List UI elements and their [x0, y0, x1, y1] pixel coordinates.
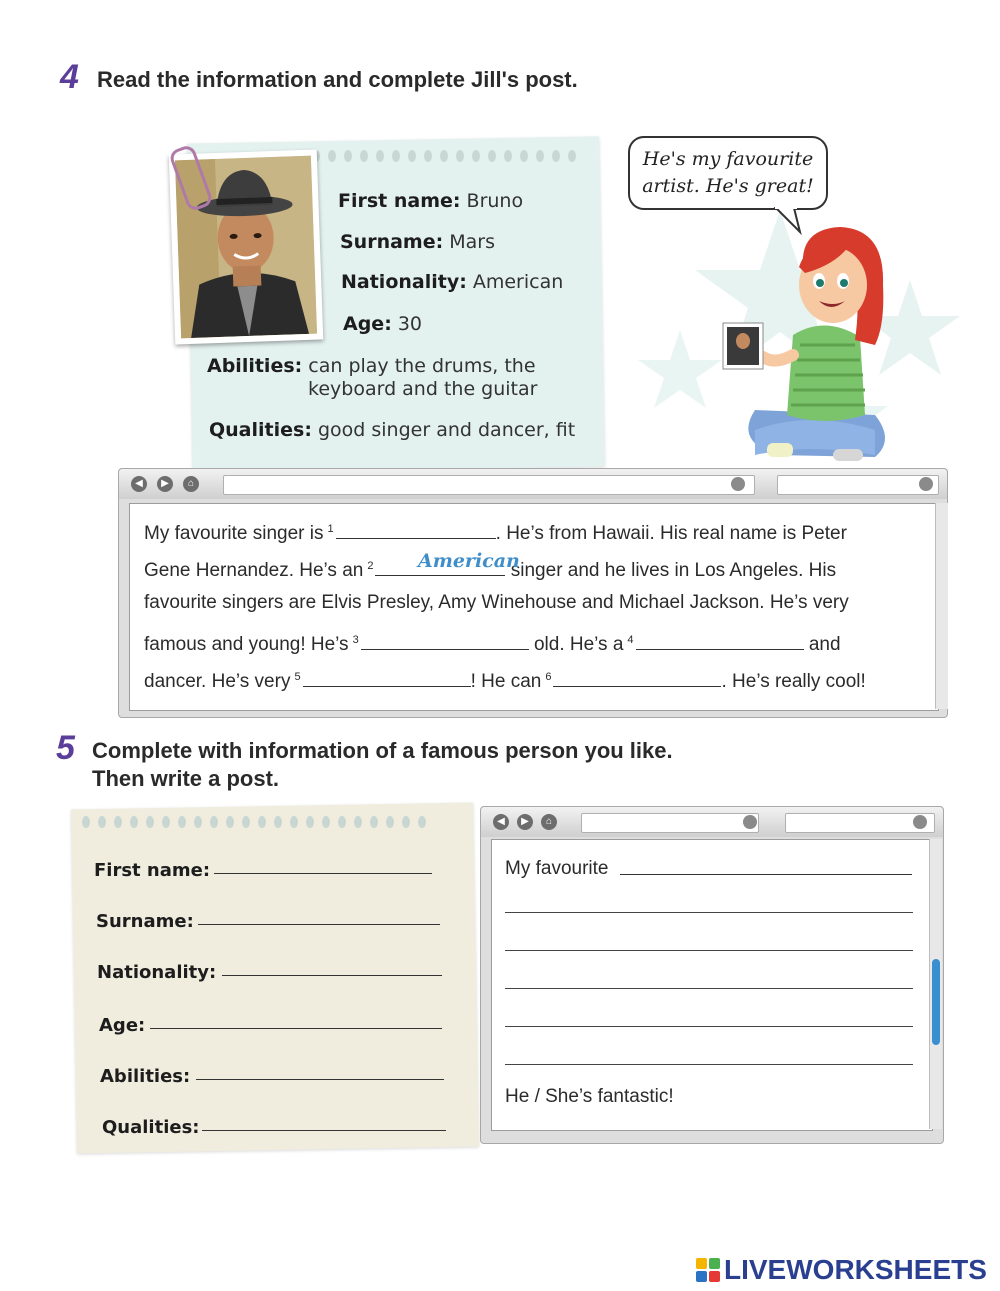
- back-icon[interactable]: ◀: [131, 476, 147, 492]
- speech-line-2: artist. He's great!: [642, 175, 814, 197]
- blank-5[interactable]: [303, 666, 471, 687]
- info-card-holes: [82, 816, 462, 830]
- home-icon[interactable]: ⌂: [183, 476, 199, 492]
- field-first-name-line[interactable]: [214, 873, 432, 874]
- search-icon[interactable]: [913, 815, 927, 829]
- scrollbar[interactable]: [935, 503, 948, 709]
- field-abilities-line[interactable]: [196, 1079, 444, 1080]
- write-line-2[interactable]: [505, 950, 913, 951]
- blank-4[interactable]: [636, 629, 804, 650]
- exercise-4-instruction: Read the information and complete Jill's post.: [97, 67, 578, 92]
- field-abilities-label: Abilities:: [100, 1066, 191, 1087]
- logo-text: LIVEWORKSHEETS: [724, 1254, 987, 1285]
- field-qualities-label: Qualities:: [102, 1117, 200, 1138]
- search-icon[interactable]: [919, 477, 933, 491]
- browser-toolbar: [119, 469, 947, 499]
- post-line-3: favourite singers are Elvis Presley, Amy Winehouse and Michael Jackson. He’s very: [144, 592, 849, 613]
- back-icon[interactable]: ◀: [493, 814, 509, 830]
- address-bar-2[interactable]: [581, 813, 759, 833]
- blank-3[interactable]: [361, 629, 529, 650]
- exercise-4-number: 4: [60, 58, 79, 96]
- field-surname-line[interactable]: [198, 924, 440, 925]
- blank-6[interactable]: [553, 666, 721, 687]
- profile-qualities: Qualities: good singer and dancer, fit: [209, 419, 576, 441]
- card-holes: [312, 150, 592, 164]
- search-bar[interactable]: [777, 475, 939, 495]
- profile-abilities: Abilities: can play the drums, the: [207, 355, 536, 377]
- write-post-end: He / She’s fantastic!: [505, 1086, 674, 1107]
- post-line-2: Gene Hernandez. He’s an $^2$ singer and he lives in Los Angeles. His: [144, 555, 836, 582]
- field-nationality-line[interactable]: [222, 975, 442, 976]
- scrollbar-2[interactable]: [929, 839, 942, 1129]
- speech-bubble: [628, 136, 828, 210]
- field-nationality-label: Nationality:: [97, 962, 217, 983]
- field-age-line[interactable]: [150, 1028, 442, 1029]
- profile-nationality: Nationality: American: [341, 271, 564, 293]
- profile-age: Age: 30: [343, 313, 423, 335]
- answer-2: American: [418, 550, 520, 572]
- post-line-4: famous and young! He’s $^3$ old. He’s a $^4$ and: [144, 629, 841, 656]
- write-line-5[interactable]: [505, 1064, 913, 1065]
- profile-abilities-line2: keyboard and the guitar: [308, 378, 538, 400]
- profile-surname: Surname: Mars: [340, 231, 496, 253]
- write-line-0[interactable]: [620, 874, 912, 875]
- post-line-5: dancer. He’s very $^5$ ! He can $^6$ . He’s really cool!: [144, 666, 866, 693]
- field-surname-label: Surname:: [96, 911, 194, 932]
- blank-1[interactable]: [336, 518, 496, 539]
- write-line-3[interactable]: [505, 988, 913, 989]
- forward-icon[interactable]: ▶: [517, 814, 533, 830]
- exercise-5-number: 5: [56, 729, 75, 767]
- girl-illustration: [715, 215, 905, 475]
- browser-toolbar-2: [481, 807, 943, 837]
- write-line-1[interactable]: [505, 912, 913, 913]
- liveworksheets-logo: [696, 1253, 987, 1287]
- write-line-4[interactable]: [505, 1026, 913, 1027]
- post-line-1: My favourite singer is $^1$ . He’s from Hawaii. His real name is Peter: [144, 518, 847, 545]
- field-first-name-label: First name:: [94, 860, 211, 881]
- exercise-5-instruction-line-1: Complete with information of a famous person you like.: [92, 738, 673, 763]
- field-age-label: Age:: [99, 1015, 146, 1036]
- forward-icon[interactable]: ▶: [157, 476, 173, 492]
- logo-icon: [696, 1258, 720, 1282]
- speech-line-1: He's my favourite: [642, 148, 814, 170]
- profile-first-name: First name: Bruno: [338, 190, 524, 212]
- home-icon[interactable]: ⌂: [541, 814, 557, 830]
- refresh-icon[interactable]: [743, 815, 757, 829]
- address-bar[interactable]: [223, 475, 755, 495]
- scroll-thumb[interactable]: [932, 959, 940, 1045]
- refresh-icon[interactable]: [731, 477, 745, 491]
- write-post-start: My favourite: [505, 858, 609, 879]
- exercise-5-instruction-line-2: Then write a post.: [92, 766, 280, 791]
- field-qualities-line[interactable]: [202, 1130, 446, 1131]
